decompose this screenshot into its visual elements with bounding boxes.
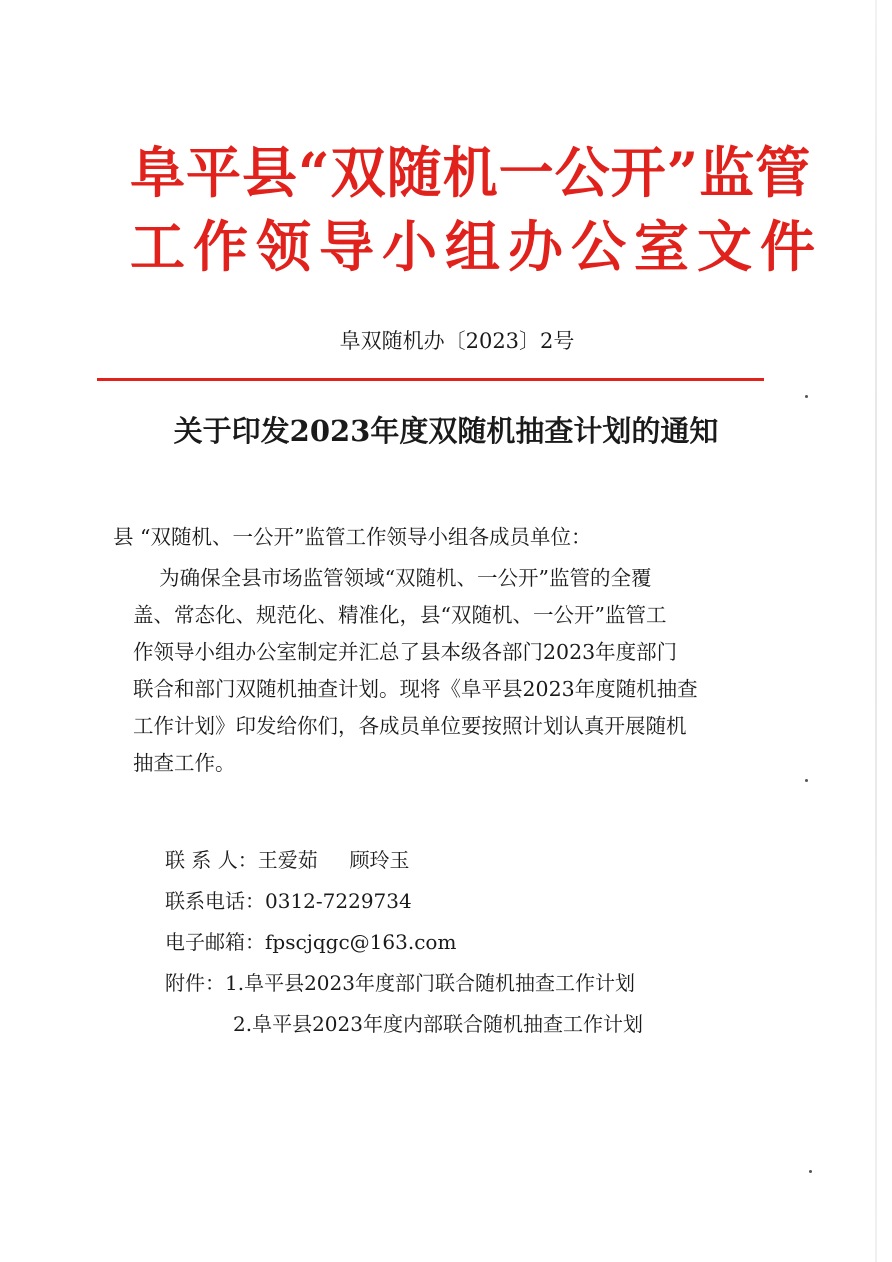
red-divider [97,378,764,381]
contact-phone-value: 0312-7229734 [265,889,412,913]
scan-edge-line [875,0,877,1262]
body-paragraph-line: 抽查工作。 [133,751,236,775]
attachment-item-2: 2.阜平县2023年度内部联合随机抽查工作计划 [233,1012,643,1036]
contact-email-label: 电子邮箱： [165,930,265,954]
contact-person-names: 王爱茹 顾玲玉 [257,848,410,872]
attachment-row-1 [165,967,635,999]
attachment-item-1: 1.阜平县2023年度部门联合随机抽查工作计划 [225,971,635,995]
body-paragraph-line: 作领导小组办公室制定并汇总了县本级各部门2023年度部门 [133,640,678,664]
attachment-label: 附件： [165,971,225,995]
contact-email-row [165,926,456,958]
contact-phone-label: 联系电话： [165,889,265,913]
document-header-line-2: 工作领导小组办公室文件 [130,214,824,279]
scan-speck [809,1170,812,1173]
body-paragraph-line: 盖、常态化、规范化、精准化，县“双随机、一公开”监管工 [133,603,667,627]
document-number: 阜双随机办〔2023〕2号 [339,329,575,353]
scan-speck [805,779,808,782]
scan-speck [805,395,808,398]
recipient-line: 县 “双随机、一公开”监管工作领导小组各成员单位： [113,525,592,549]
contact-person-label: 联 系 人： [165,848,258,872]
contact-phone-row [165,885,412,917]
contact-email-value: fpscjqgc@163.com [265,930,457,954]
document-header-line-1: 阜平县“双随机一公开”监管 [130,140,812,205]
notice-title: 关于印发2023年度双随机抽查计划的通知 [173,414,719,448]
body-paragraph-line: 工作计划》印发给你们，各成员单位要按照计划认真开展随机 [133,714,687,738]
contact-person-row [165,844,410,876]
body-paragraph-line: 联合和部门双随机抽查计划。现将《阜平县2023年度随机抽查 [133,677,698,701]
body-paragraph-line: 为确保全县市场监管领域“双随机、一公开”监管的全覆 [133,566,652,590]
